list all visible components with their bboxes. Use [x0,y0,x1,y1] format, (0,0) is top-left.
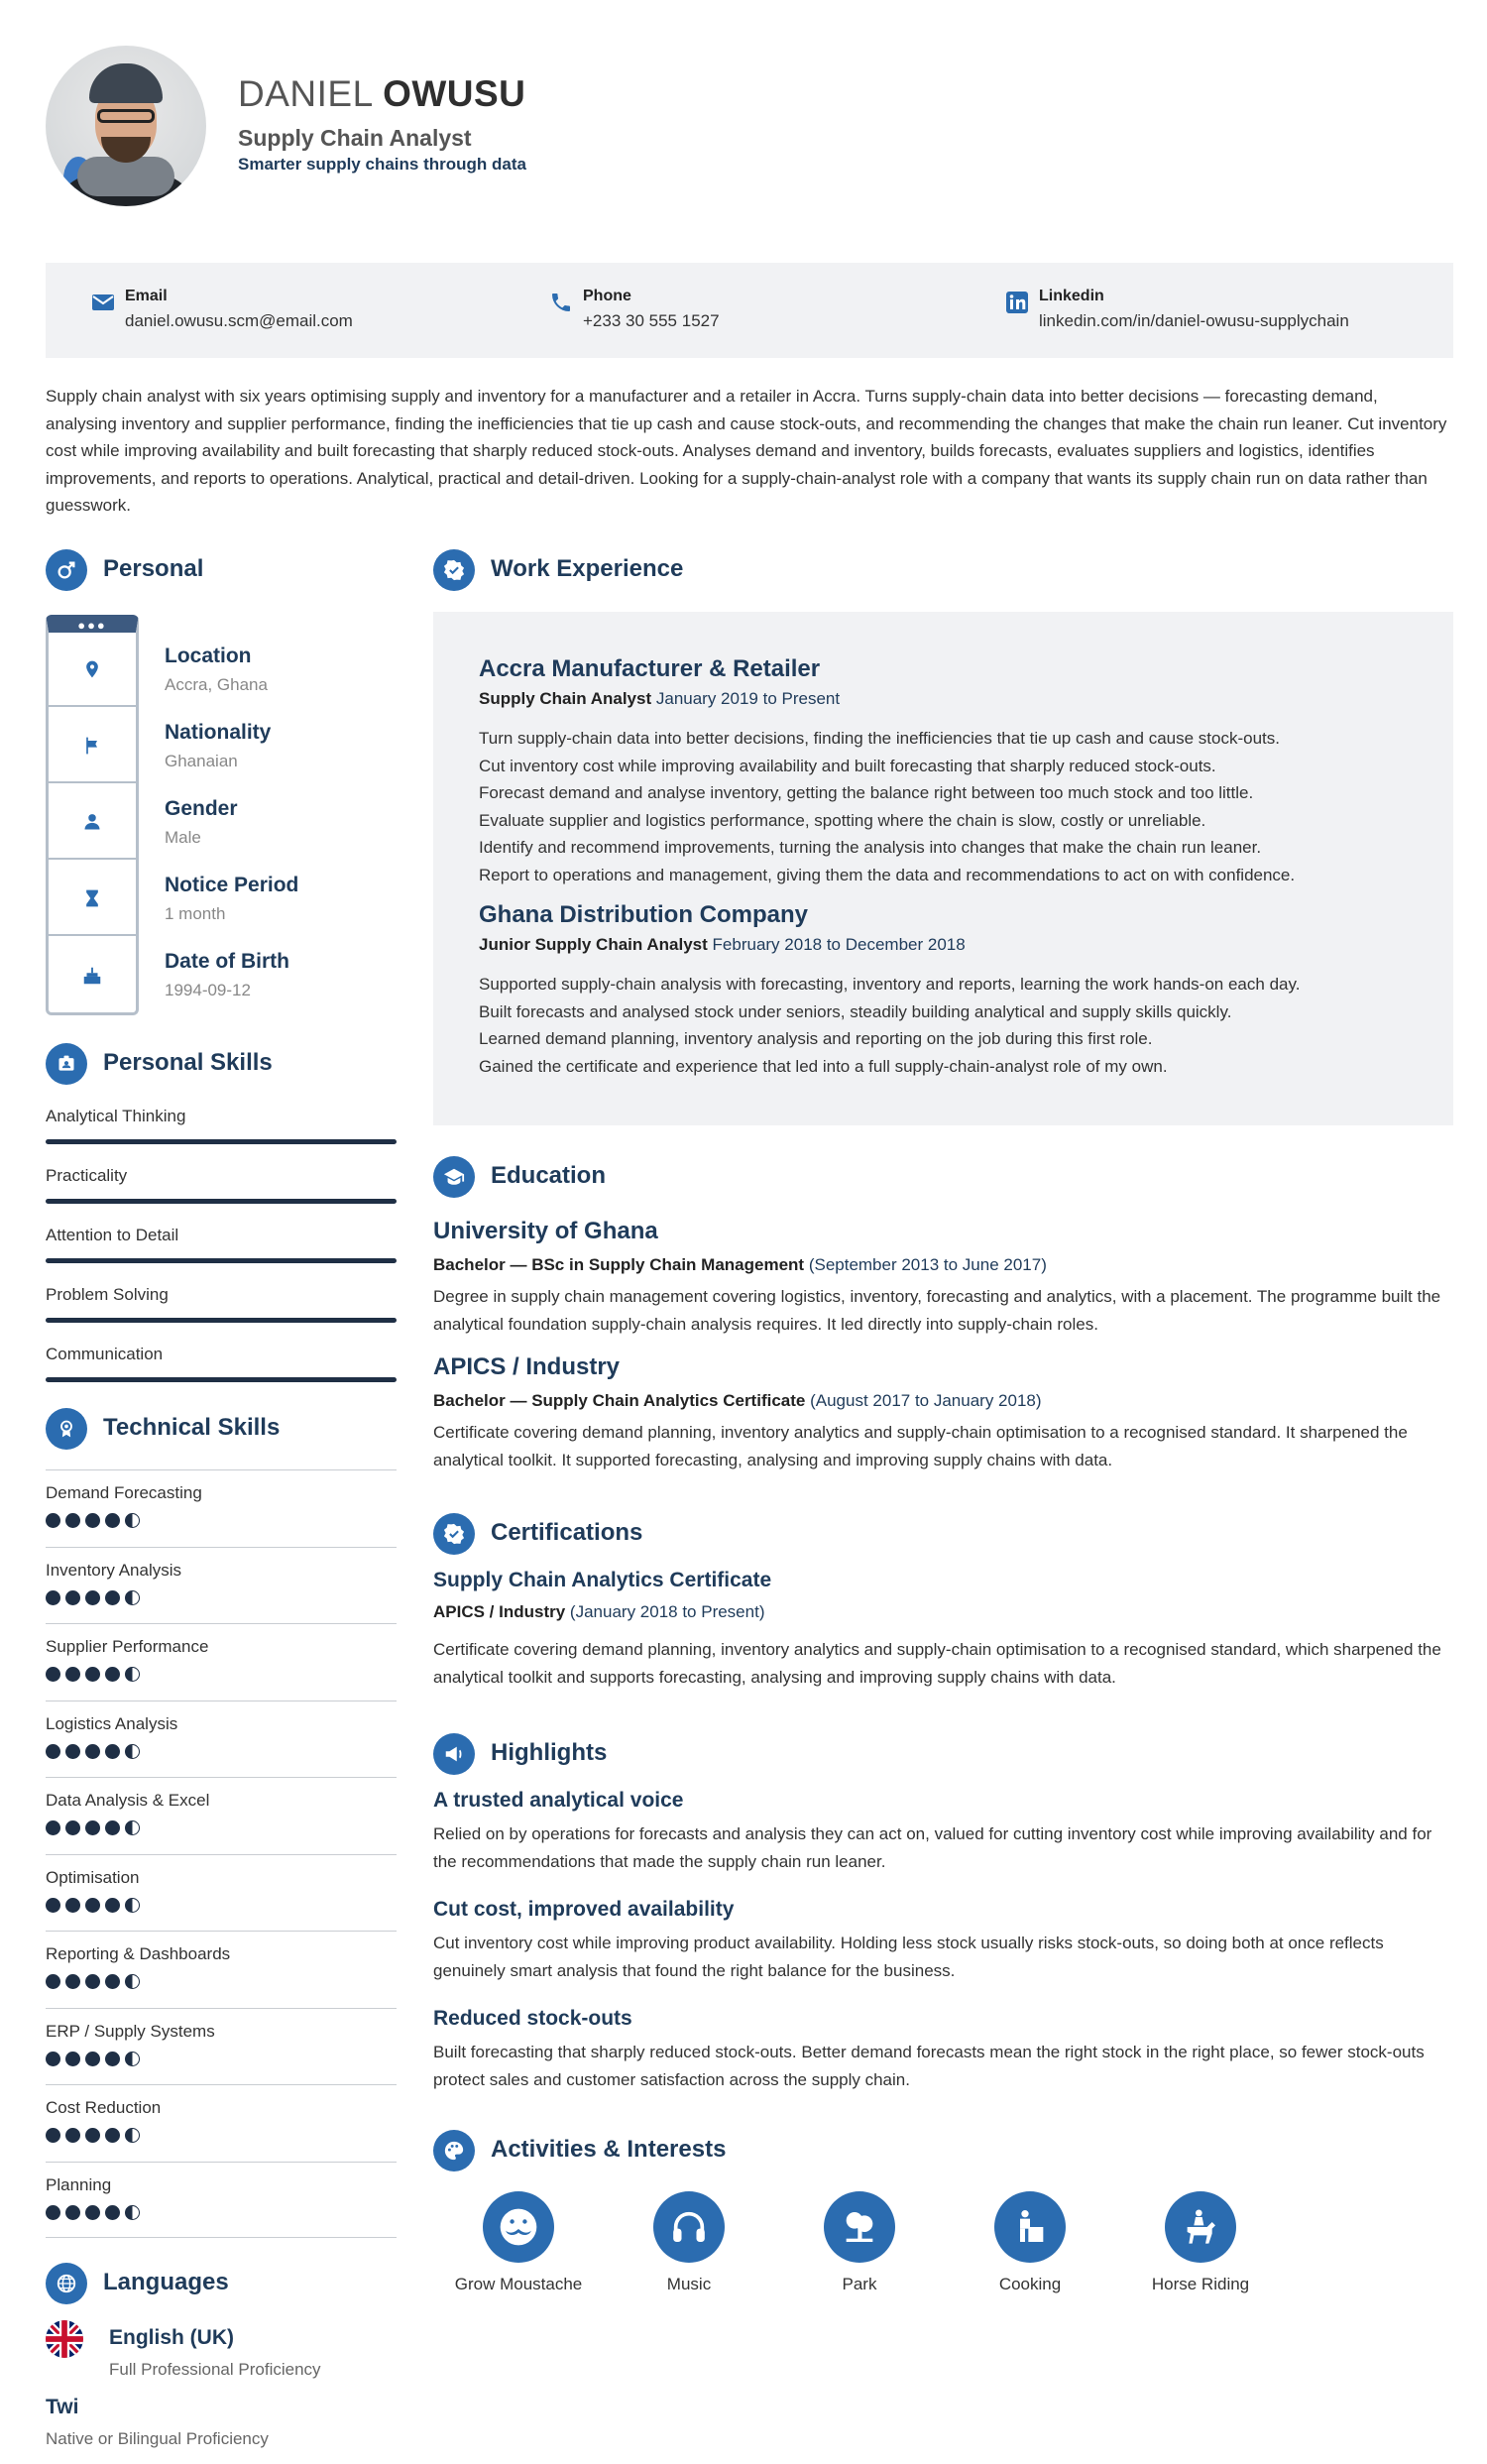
rating-dot [46,1513,60,1528]
highlight-description: Cut inventory cost while improving product availability. Holding less stock usually risks stock-outs, so doing both at once reflects genuinely smart analysis that found the right balance for the business. [433,1934,1384,1980]
highlight-entry [433,1898,1453,1984]
highlight-title: Reduced stock-outs [433,2007,632,2030]
company-name: Ghana Distribution Company [479,901,809,928]
section-title: Activities & Interests [491,2136,727,2163]
highlight-description: Built forecasting that sharply reduced stock-outs. Better demand forecasts mean the right stock in the right place, so fewer stock-outs protect sales and customer satisfaction across the supply chain. [433,2043,1425,2089]
moustache-icon [483,2191,554,2263]
rating-dot [85,2128,100,2143]
personal-date-of-birth: Date of Birth 1994-09-12 [165,950,289,999]
email-icon [91,291,115,314]
language-level: Full Professional Proficiency [109,2360,321,2379]
rating-dot [65,2205,80,2220]
rating-dot [65,1667,80,1682]
rating-dot [46,1590,60,1605]
phone-label: Phone [583,288,631,304]
personal-skill: Analytical Thinking [46,1107,397,1126]
profile-photo [46,46,206,206]
school-name: APICS / Industry [433,1353,621,1380]
rating-dot [85,1974,100,1989]
section-title: Personal Skills [103,1049,273,1076]
personal-gender: Gender Male [165,797,238,847]
contact-bar [46,263,1453,358]
job-role: Junior Supply Chain Analyst February 2018 to December 2018 [479,935,966,954]
school-name: University of Ghana [433,1218,658,1244]
tagline: Smarter supply chains through data [238,155,526,174]
linkedin-value[interactable]: linkedin.com/in/daniel-owusu-supplychain [1039,311,1349,330]
headphones-icon [653,2191,725,2263]
rating-dot [46,2128,60,2143]
rating-dot [46,1744,60,1759]
rating-half-dot [125,2205,140,2220]
gender-male-icon [46,549,87,591]
cake-icon [49,938,136,1012]
flag-icon [49,709,136,783]
skill-name: Cost Reduction [46,2098,162,2117]
interest-label: Music [666,2275,712,2293]
job-title: Supply Chain Analyst [238,125,472,151]
rating-dot [105,1513,120,1528]
skill-name: Data Analysis & Excel [46,1791,210,1810]
hourglass-icon [49,862,136,936]
phone-value[interactable]: +233 30 555 1527 [583,311,720,330]
megaphone-icon [433,1733,475,1775]
skill-name: Demand Forecasting [46,1483,202,1502]
rating-dot [46,1667,60,1682]
skill-rating [46,1898,140,1914]
job-entry [479,901,1300,1080]
personal-skill: Practicality [46,1166,397,1186]
rating-dot [85,1513,100,1528]
linkedin-icon [1005,291,1029,314]
job-role: Supply Chain Analyst January 2019 to Present [479,689,841,708]
id-badge-icon [46,1043,87,1085]
highlight-title: A trusted analytical voice [433,1789,684,1812]
certification-issuer: APICS / Industry (January 2018 to Present) [433,1602,765,1621]
interest-label: Cooking [998,2275,1062,2293]
rating-dot [65,1590,80,1605]
education-entry [433,1353,1453,1473]
personal-nationality: Nationality Ghanaian [165,721,272,770]
skill-bar [46,1139,397,1144]
rating-dot [85,2052,100,2066]
interest-item [961,2191,1099,2294]
language-name: Twi [46,2396,79,2418]
rating-half-dot [125,1744,140,1759]
rating-dot [46,2052,60,2066]
interest-item [449,2191,588,2294]
interest-item [1131,2191,1270,2294]
rating-half-dot [125,1667,140,1682]
rating-dot [105,2128,120,2143]
skill-rating [46,2128,140,2144]
job-bullets: Turn supply-chain data into better decisions, finding the inefficiencies that tie up cash and cause stock-outs. Cut inventory cost while improving availability and built forecasting that sharply reduced stock-outs. Forecast demand and analyse inventory, getting the balance right between too much stock and too little. Evaluate supplier and logistics performance, spotting where the chain is slow, costly or unreliable. Identify and recommend improvements, turning the analysis into changes that make the chain run leaner. Report to operations and management, giving them the data and recommendations to act on with confidence. [479,729,1296,884]
section-title: Technical Skills [103,1414,281,1441]
phone-icon [549,291,573,314]
skill-bar [46,1377,397,1382]
interest-item [790,2191,929,2294]
certification-description: Certificate covering demand planning, inventory analytics and supply-chain optimisation to a recognised standard, which sharpened the analytical toolkit and supports forecasting, analysing and improving supply chains with data. [433,1640,1441,1687]
skill-name: ERP / Supply Systems [46,2021,215,2041]
location-pin-icon [49,633,136,707]
email-value[interactable]: daniel.owusu.scm@email.com [125,311,353,330]
interest-item [620,2191,758,2294]
skill-rating [46,1667,140,1683]
rating-half-dot [125,1590,140,1605]
rating-half-dot [125,1513,140,1528]
education-description: Degree in supply chain management covering logistics, inventory, forecasting and analytics, with a placement. The programme built the analytical foundation supply-chain analysis requires. It led directly into supply-chain roles. [433,1287,1441,1334]
rating-dot [65,2052,80,2066]
work-experience-panel [433,612,1453,1125]
job-entry [479,655,1295,888]
personal-notice-period: Notice Period 1 month [165,874,299,923]
skill-rating [46,1513,140,1529]
horse-riding-icon [1165,2191,1236,2263]
education-entry [433,1218,1453,1338]
personal-skill: Problem Solving [46,1285,397,1305]
section-title: Highlights [491,1739,608,1766]
linkedin-label: Linkedin [1039,288,1104,304]
email-label: Email [125,288,168,304]
tree-icon [824,2191,895,2263]
skill-rating [46,1974,140,1990]
rating-dot [105,1820,120,1835]
highlight-description: Relied on by operations for forecasts and analysis they can act on, valued for cutting inventory cost while improving availability and for the recommendations that made the supply chain run leaner. [433,1824,1432,1871]
verified-badge-icon [433,549,475,591]
interest-label: Grow Moustache [454,2275,583,2293]
skill-rating [46,2052,140,2067]
rating-dot [46,1974,60,1989]
personal-icon-column: ●●● [46,615,139,1015]
education-description: Certificate covering demand planning, inventory analytics and supply-chain optimisation to a recognised standard. It sharpened the analytical toolkit. It supported forecasting, analysing and improving supply chains with data. [433,1423,1408,1469]
skill-name: Logistics Analysis [46,1713,178,1733]
skill-bar [46,1318,397,1323]
rating-dot [65,1744,80,1759]
globe-icon [46,2263,87,2304]
rating-dot [105,2205,120,2220]
palette-icon [433,2130,475,2171]
skill-rating [46,1590,140,1606]
skill-rating [46,1744,140,1760]
personal-skill: Attention to Detail [46,1226,397,1245]
certification-entry [433,1569,1453,1691]
rating-dot [85,1898,100,1913]
section-title: Education [491,1162,607,1189]
personal-skill: Communication [46,1345,397,1364]
person-icon [49,785,136,860]
highlight-entry [433,1789,1453,1875]
section-title: Languages [103,2269,229,2295]
rating-dot [46,1898,60,1913]
rating-dot [65,1974,80,1989]
skill-rating [46,1820,140,1836]
interest-label: Horse Riding [1151,2275,1250,2293]
rating-half-dot [125,2052,140,2066]
section-title: Personal [103,555,204,582]
skill-name: Optimisation [46,1867,140,1887]
cooking-icon [994,2191,1066,2263]
rating-dot [105,1974,120,1989]
certification-name: Supply Chain Analytics Certificate [433,1569,772,1591]
language-name: English (UK) [109,2326,234,2349]
uk-flag-icon [46,2320,83,2358]
rating-dot [105,2052,120,2066]
skill-bar [46,1199,397,1204]
profile-summary: Supply chain analyst with six years optimising supply and inventory for a manufacturer and a retailer in Accra. Turns supply-chain data into better decisions — forecasting demand, analysing inventory and supplier performance, finding the inefficiencies that tie up cash and cause stock-outs, and recommending the changes that make the chain run leaner. Cut inventory cost while improving availability and built forecasting that sharply reduced stock-outs. Analyses demand and inventory, builds forecasts, evaluates suppliers and logistics, identifies improvements, and reports to operations. Analytical, practical and detail-driven. Looking for a supply-chain-analyst role with a company that wants its supply chain run on data rather than guesswork. [46,387,1447,515]
interest-label: Park [842,2275,877,2293]
company-name: Accra Manufacturer & Retailer [479,655,821,682]
degree: Bachelor — BSc in Supply Chain Management (September 2013 to June 2017) [433,1255,1047,1274]
full-name: DANIEL OWUSU [238,73,526,114]
rating-dot [65,1898,80,1913]
rating-dot [46,2205,60,2220]
highlight-title: Cut cost, improved availability [433,1898,735,1921]
rating-half-dot [125,1974,140,1989]
skill-name: Reporting & Dashboards [46,1944,231,1963]
language-level: Native or Bilingual Proficiency [46,2429,269,2448]
rating-dot [85,2205,100,2220]
rating-dot [85,1744,100,1759]
skill-name: Planning [46,2174,112,2194]
certificate-badge-icon [433,1513,475,1555]
section-title: Work Experience [491,555,684,582]
graduation-cap-icon [433,1156,475,1198]
award-icon [46,1408,87,1450]
rating-dot [85,1590,100,1605]
rating-dot [85,1667,100,1682]
resume-header [46,46,1453,206]
rating-dot [65,2128,80,2143]
skill-name: Supplier Performance [46,1637,209,1656]
rating-dot [65,1513,80,1528]
highlight-entry [433,2007,1453,2093]
rating-half-dot [125,1898,140,1913]
rating-dot [105,1744,120,1759]
section-title: Certifications [491,1519,643,1546]
rating-half-dot [125,1820,140,1835]
skill-name: Inventory Analysis [46,1560,182,1580]
personal-location: Location Accra, Ghana [165,645,268,694]
rating-dot [105,1667,120,1682]
rating-dot [65,1820,80,1835]
rating-dot [85,1820,100,1835]
rating-dot [46,1820,60,1835]
rating-dot [105,1590,120,1605]
degree: Bachelor — Supply Chain Analytics Certificate (August 2017 to January 2018) [433,1391,1042,1410]
skill-bar [46,1258,397,1263]
rating-half-dot [125,2128,140,2143]
job-bullets: Supported supply-chain analysis with forecasting, inventory and reports, learning the work hands-on each day. Built forecasts and analysed stock under seniors, steadily building analytical and supply skills quickly. Learned demand planning, inventory analysis and reporting on the job during this first role. Gained the certificate and experience that led into a full supply-chain-analyst role of my own. [479,975,1301,1076]
rating-dot [105,1898,120,1913]
skill-rating [46,2205,140,2221]
